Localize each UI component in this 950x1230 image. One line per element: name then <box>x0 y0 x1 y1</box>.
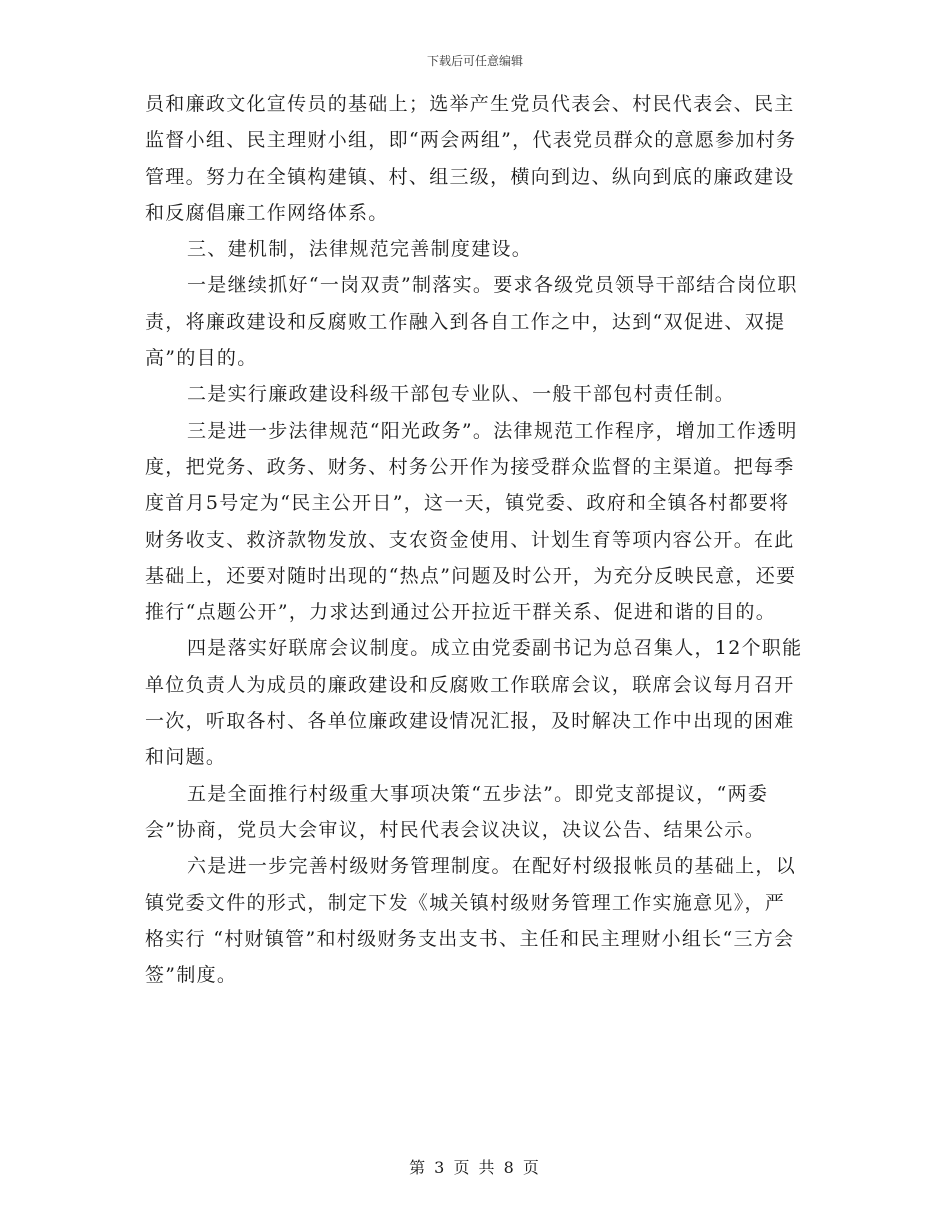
paragraph-item-5: 五是全面推行村级重大事项决策“五步法”。即党支部提议，“两委会”协商，党员大会审议，村民代表会议决议，决议公告、结果公示。 <box>145 782 769 841</box>
document-body <box>145 86 805 993</box>
page-header: 下载后可任意编辑 <box>426 54 523 68</box>
paragraph-continuation: 员和廉政文化宣传员的基础上；选举产生党员代表会、村民代表会、民主监督小组、民主理财小组，即“两会两组”，代表党员群众的意愿参加村务管理。努力在全镇构建镇、村、组三级，横向到边、纵向到底的廉政建设和反腐倡廉工作网络体系。 <box>145 93 797 224</box>
paragraph-item-6: 六是进一步完善村级财务管理制度。在配好村级报帐员的基础上，以镇党委文件的形式，制定下发《城关镇村级财务管理工作实施意见》，严格实行 “村财镇管”和村级财务支出支书、主任和民主理财小组长“三方会签”制度。 <box>145 855 797 987</box>
paragraph-item-4: 四是落实好联席会议制度。成立由党委副书记为总召集人，12个职能单位负责人为成员的廉政建设和反腐败工作联席会议，联席会议每月召开一次，听取各村、各单位廉政建设情况汇报，及时解决工作中出现的困难和问题。 <box>145 637 803 769</box>
section-heading: 三、建机制，法律规范完善制度建设。 <box>187 238 533 261</box>
page-number-footer: 第 3 页 共 8 页 <box>409 1158 541 1177</box>
paragraph-item-3: 三是进一步法律规范“阳光政务”。法律规范工作程序，增加工作透明度，把党务、政务、财务、村务公开作为接受群众监督的主渠道。把每季度首月5号定为“民主公开日”，这一天，镇党委、政府和全镇各村都要将财务收支、救济款物发放、支农资金使用、计划生育等项内容公开。在此基础上，还要对随时出现的“热点”问题及时公开，为充分反映民意，还要推行“点题公开”，力求达到通过公开拉近干群关系、促进和谐的目的。 <box>145 419 798 624</box>
paragraph-item-2: 二是实行廉政建设科级干部包专业队、一般干部包村责任制。 <box>187 383 736 406</box>
paragraph-item-1: 一是继续抓好“一岗双责”制落实。要求各级党员领导干部结合岗位职责，将廉政建设和反腐败工作融入到各自工作之中，达到“双促进、双提高”的目的。 <box>145 274 798 370</box>
